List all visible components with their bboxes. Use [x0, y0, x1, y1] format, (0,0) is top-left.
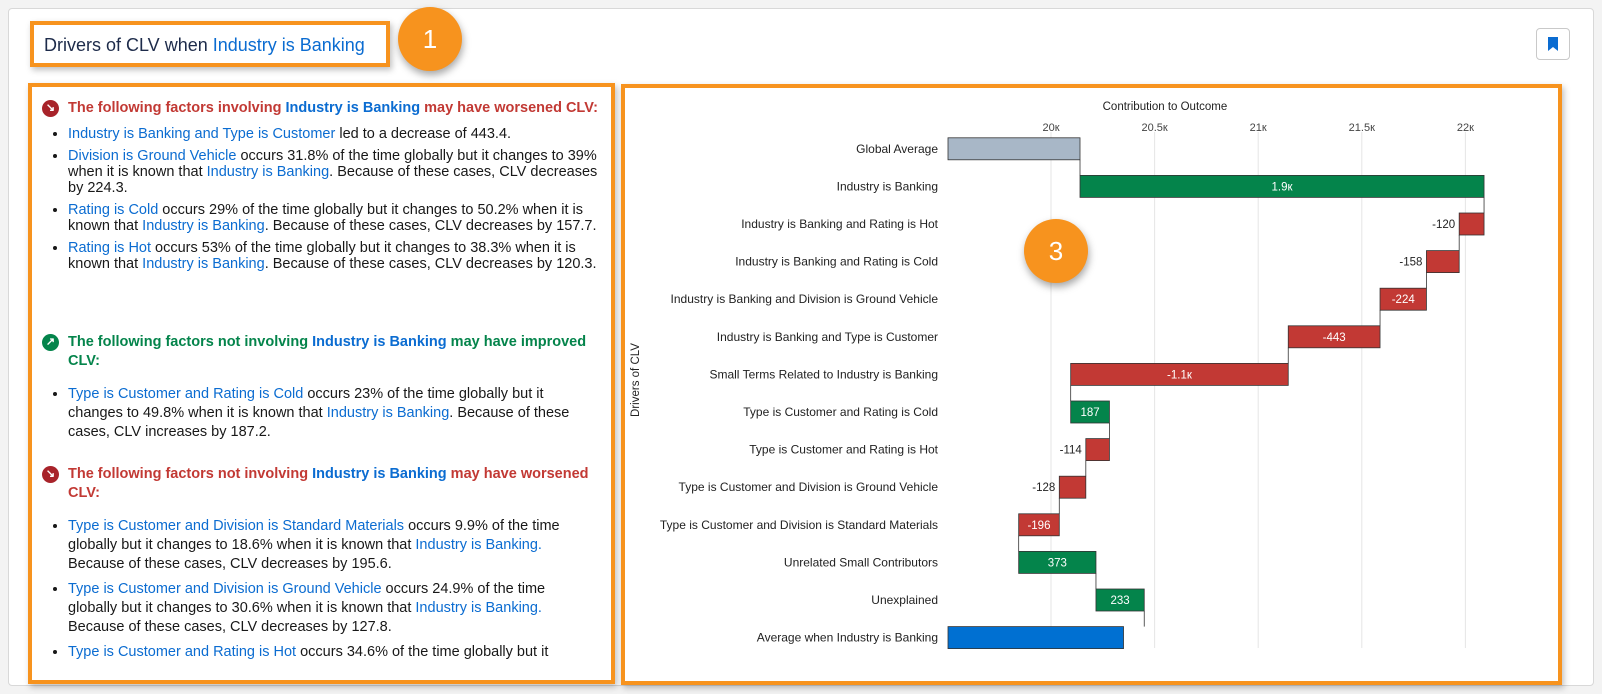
factor-link[interactable]: Industry is Banking	[326, 405, 450, 421]
factor-link[interactable]: Type is Customer and Division is Standard Materials	[68, 518, 405, 534]
bar-value-label: -224	[1391, 294, 1415, 307]
bookmark-button[interactable]	[1536, 28, 1570, 60]
section-worse-involving	[38, 99, 598, 278]
callout-badge-1: 1	[398, 7, 462, 71]
waterfall-bar	[1459, 213, 1484, 235]
factor-text: occurs 34.6% of the time globally but it	[296, 644, 549, 660]
bar-value-label: -158	[1399, 256, 1423, 269]
list-item	[68, 643, 598, 662]
title-highlight	[30, 21, 390, 67]
waterfall-chart-panel	[621, 84, 1562, 685]
factor-text: occurs 23% of the time globally but it changes to 49.8% when it is known that	[68, 386, 544, 421]
factor-text: Because of these cases, CLV decreases by 195.6.	[68, 556, 392, 572]
category-label: Type is Customer and Division is Ground Vehicle	[678, 480, 938, 495]
factor-text: occurs 53% of the time globally but it changes to 38.3% when it is known that	[68, 240, 576, 272]
factor-link[interactable]: Type is Customer and Rating is Cold	[68, 386, 304, 402]
x-tick-label: 20к	[1042, 122, 1060, 134]
factor-list	[38, 517, 598, 662]
arrow-down-right-icon: ↘	[42, 100, 59, 117]
category-label: Industry is Banking	[836, 179, 938, 194]
waterfall-bar	[1086, 439, 1110, 461]
x-tick-label: 20.5к	[1141, 122, 1168, 134]
category-label: Small Terms Related to Industry is Banking	[709, 367, 938, 382]
factor-text: . Because of these cases, CLV decreases by 120.3.	[264, 256, 597, 272]
category-label: Type is Customer and Rating is Cold	[743, 405, 938, 419]
bar-value-label: 187	[1080, 407, 1100, 419]
category-label: Industry is Banking and Rating is Hot	[741, 217, 938, 231]
category-label: Unexplained	[871, 593, 938, 607]
list-item	[68, 580, 598, 637]
list-item	[68, 240, 598, 272]
factor-link[interactable]: Type is Customer and Rating is Hot	[68, 644, 297, 660]
factor-text: occurs 31.8% of the time globally but it changes to 39% when it is known that	[68, 148, 597, 180]
factor-text: Because of these cases, CLV decreases by 127.8.	[68, 619, 392, 635]
factor-link[interactable]: Industry is Banking	[206, 164, 330, 180]
factor-text: occurs 24.9% of the time globally but it changes to 30.6% when it is known that	[68, 581, 546, 616]
bar-value-label: -1.1к	[1167, 369, 1192, 382]
category-label: Average when Industry is Banking	[756, 630, 938, 645]
header-text: The following factors involving	[68, 100, 286, 116]
title-link[interactable]: Industry is Banking	[212, 35, 365, 55]
bar-value-label: -196	[1027, 519, 1051, 532]
header-text: The following factors not involving	[68, 334, 313, 350]
header-link[interactable]: Industry is Banking	[285, 100, 421, 116]
callout-badge-3: 3	[1024, 219, 1088, 283]
bar-value-label: -114	[1059, 444, 1082, 457]
factor-link[interactable]: Industry is Banking	[142, 256, 265, 272]
x-tick-label: 22к	[1456, 122, 1474, 134]
header-text: may have worsened CLV:	[420, 100, 598, 116]
list-item	[68, 148, 598, 196]
x-tick-label: 21к	[1249, 122, 1267, 134]
category-label: Industry is Banking and Type is Customer	[716, 329, 938, 344]
factor-link[interactable]: Industry is Banking.	[415, 600, 542, 616]
factor-text: led to a decrease of 443.4.	[335, 126, 512, 142]
title-text: Drivers of CLV when	[44, 35, 213, 55]
factor-text: occurs 29% of the time globally but it changes to 50.2% when it is known that	[68, 202, 584, 234]
category-label: Type is Customer and Rating is Hot	[749, 442, 938, 457]
y-axis-label: Drivers of CLV	[630, 343, 642, 417]
bookmark-icon	[1548, 37, 1558, 51]
bar-value-label: -443	[1322, 331, 1346, 344]
category-label: Global Average	[856, 141, 938, 156]
category-label: Industry is Banking and Rating is Cold	[735, 254, 938, 269]
category-label: Unrelated Small Contributors	[783, 555, 938, 570]
waterfall-chart	[625, 88, 1558, 681]
waterfall-bar	[948, 138, 1080, 160]
waterfall-bar	[1059, 476, 1086, 498]
factor-link[interactable]: Industry is Banking.	[415, 537, 542, 553]
header-text: may have improved CLV:	[68, 334, 587, 369]
explanation-panel	[28, 83, 615, 684]
bar-value-label: -128	[1032, 482, 1056, 495]
section-header	[38, 99, 598, 118]
factor-text: occurs 9.9% of the time globally but it changes to 18.6% when it is known that	[68, 518, 560, 553]
page-title	[44, 35, 365, 56]
waterfall-bar	[1426, 251, 1459, 273]
header-link[interactable]: Industry is Banking	[312, 334, 447, 350]
section-worse-not-involving	[38, 465, 598, 668]
header-link[interactable]: Industry is Banking	[312, 466, 447, 482]
axis-title: Contribution to Outcome	[1102, 101, 1228, 113]
factor-link[interactable]: Type is Customer and Division is Ground Vehicle	[68, 581, 382, 597]
waterfall-bar	[948, 627, 1124, 649]
bar-value-label: -120	[1432, 219, 1456, 231]
category-label: Type is Customer and Division is Standard Materials	[659, 517, 938, 532]
factor-text: . Because of these cases, CLV decreases by 157.7.	[264, 218, 597, 234]
section-better-not-involving	[38, 333, 598, 448]
factor-link[interactable]: Rating is Cold	[68, 202, 159, 218]
bar-value-label: 373	[1047, 557, 1067, 570]
section-header	[38, 465, 598, 503]
factor-text: . Because of these cases, CLV decreases by 224.3.	[68, 164, 598, 196]
factor-link[interactable]: Rating is Hot	[68, 240, 152, 256]
category-label: Industry is Banking and Division is Ground Vehicle	[670, 292, 938, 307]
list-item	[68, 517, 598, 574]
x-tick-label: 21.5к	[1348, 122, 1375, 134]
arrow-up-right-icon: ↗	[42, 334, 59, 351]
header-text: The following factors not involving	[68, 466, 313, 482]
section-header	[38, 333, 598, 371]
factor-list	[38, 126, 598, 272]
factor-link[interactable]: Industry is Banking and Type is Customer	[68, 126, 336, 142]
factor-list	[38, 385, 598, 442]
factor-link[interactable]: Division is Ground Vehicle	[68, 148, 237, 164]
list-item	[68, 385, 598, 442]
list-item	[68, 126, 598, 142]
header-text: may have worsened CLV:	[68, 466, 589, 501]
factor-link[interactable]: Industry is Banking	[142, 218, 265, 234]
bar-value-label: 1.9к	[1271, 181, 1293, 194]
bar-value-label: 233	[1110, 595, 1130, 607]
arrow-down-right-icon: ↘	[42, 466, 59, 483]
factor-text: . Because of these cases, CLV increases by 187.2.	[68, 405, 570, 440]
list-item	[68, 202, 598, 234]
